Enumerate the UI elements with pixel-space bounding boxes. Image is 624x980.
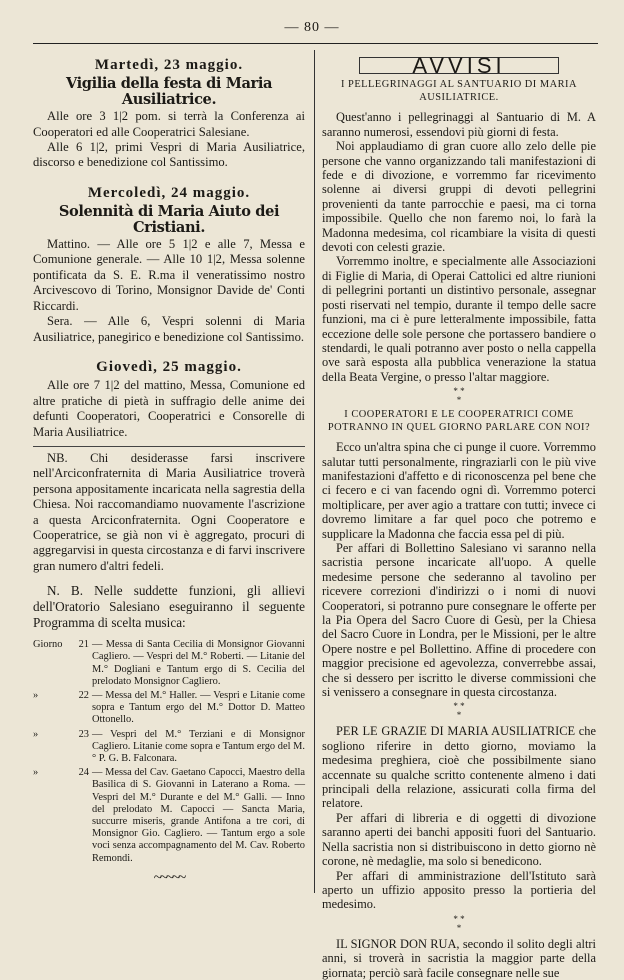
asterism: * * * (453, 386, 465, 406)
section-title-pilgrimages: I PELLEGRINAGGI AL SANTUARIO DI MARIA AUSILIATRICE. (340, 79, 577, 103)
paragraph: Per affari di Bollettino Salesiano vi saranno nella sacristia persone incaricate all'uopo. A quelle medesime persone che sederanno al tavolino per ricevere correzioni d'indirizzi o i nomi di nuovi Cooperatori, si potranno pure consegnare le offerte per la Pia Opera del Sacro Cuore di Gesù, per la Chiesa del Sacro Cuore in Londra, per le Missioni, per le altre Opere nostre e pel Bollettino. Affine di procedere con maggior precisione ed agevolezza, converrebbe assai, che si dessero per iscritto le diverse commissioni che si venissero a consegnare in questa circostanza. (322, 540, 596, 700)
asterism: * * * (453, 701, 465, 721)
paragraph-don-rua: IL SIGNOR DON RUA, secondo il solito degli altri anni, si troverà in sacristia la maggior parte della giornata; perciò sarà facile consegnare nelle sue (322, 936, 596, 980)
date-heading-wednesday: Mercoledì, 24 maggio. (87, 184, 251, 201)
program-number: 21 (78, 639, 89, 651)
paragraph: Mattino. — Alle ore 5 1|2 e alle 7, Messa e Comunione generale. — Alle 10 1|2, Messa solenne pontificata da S. E. R.ma il veneratissimo nostro Arcivescovo di Torino, Monsignor Davide de' Conti Riccardi. (33, 237, 305, 313)
paragraph: Quest'anno i pellegrinaggi al Santuario di M. A saranno numerosi, essendovi più giorni di festa. (322, 110, 596, 139)
paragraph: Ecco un'altra spina che ci punge il cuore. Vorremmo salutar tutti personalmente, ringraziarli con le più vive manifestazioni d'affetto e di riconoscenza pel bene che ci fecero e ci van facendo ogni dì. Vorremmo poterci moltiplicare, per aver agio a trattare con tutti; invece ci dovremo limitare a far quel poco che potremo e supplicare la Madonna che faccia essa pel di più. (322, 440, 596, 541)
program-text: — Vespri del M.° Terziani e di Monsignor Cagliero. Litanie come sopra e Tantum ergo del M.° P. G. B. Falconara. (92, 728, 305, 765)
program-day: Giorno (33, 639, 63, 651)
program-number: 23 (78, 728, 89, 740)
column-separator (314, 50, 315, 893)
paragraph-graces: PER LE GRAZIE DI MARIA AUSILIATRICE che sogliono riferire in detto giorno, moviamo la medesima preghiera, cioè che possibilmente siano accennate su qualche scritto contenente almeno i dati principali della relazione, assicurati colla firma del relatore. (322, 724, 596, 811)
program-text: — Messa di Santa Cecilia di Monsignor Giovanni Cagliero. — Vespri del M.° Roberti. — Litanie del M.° Dogliani e Tantum ergo di S. Cecilia del prelodato Monsignor Cagliero. (92, 639, 305, 687)
program-row (33, 690, 305, 727)
nota-bene-music: N. B. Nelle suddette funzioni, gli allievi dell'Oratorio Salesiano eseguiranno il seguente Programma di scelta musica: (33, 583, 305, 631)
nota-bene-confraternity: NB. Chi desiderasse farsi inscrivere nell'Arciconfraternita di Maria Ausiliatrice troverà persona appositamente incaricata nella sagrestia della Chiesa. Noi raccomandiamo nuovamente l'ascrizione a questa Arciconfraternita. Ogni Cooperatore e Cooperatrice, se già non vi è aggregato, procuri di aggregarvisi in questa circostanza e di farvi inscrivere gran numero d'altri fedeli. (33, 450, 305, 573)
event-title-vigil: Vigilia della festa di Maria Ausiliatrice. (65, 75, 273, 108)
program-day: » (33, 690, 39, 701)
music-program (33, 639, 305, 865)
page-number: — 80 — (284, 20, 340, 35)
paragraph: Alle 6 1|2, primi Vespri di Maria Ausiliatrice, discorso e benedizione col Santissimo. (33, 140, 305, 170)
paragraph: Alle ore 3 1|2 pom. si terrà la Conferenza ai Cooperatori ed alle Cooperatrici Salesiane. (33, 109, 305, 139)
event-title-solemnity: Solennità di Maria Aiuto dei Cristiani. (58, 203, 280, 236)
paragraph: Per affari di libreria e di oggetti di divozione saranno aperti dei banchi appositi fuori del Santuario. Nella sacristia non si distribuiscono in detto giorno nè corone, nè medaglie, ma solo si benedicono. (322, 810, 596, 869)
program-number: 22 (78, 690, 89, 701)
program-row (33, 729, 305, 766)
end-ornament: ~~~~~ (153, 869, 185, 886)
program-day: » (33, 728, 39, 740)
program-row (33, 639, 305, 688)
top-rule (33, 43, 598, 44)
right-column (322, 52, 596, 980)
divider (33, 446, 305, 447)
left-column (33, 52, 305, 886)
date-heading-thursday: Giovedì, 25 maggio. (96, 358, 242, 375)
date-heading-tuesday: Martedì, 23 maggio. (94, 57, 244, 73)
asterism: * * * (453, 913, 465, 933)
section-title-cooperators: I COOPERATORI E LE COOPERATRICI COME POTRANNO IN QUEL GIORNO PARLARE CON NOI? (327, 409, 591, 433)
program-row (33, 767, 305, 865)
paragraph: Alle ore 7 1|2 del mattino, Messa, Comunione ed altre pratiche di pietà in suffragio delle anime dei defunti Cooperatori, Cooperatrici e Consorelle di Maria Ausiliatrice. (33, 378, 305, 439)
paragraph: Sera. — Alle 6, Vespri solenni di Maria Ausiliatrice, panegirico e benedizione col Santissimo. (33, 314, 305, 344)
program-text: — Messa del Cav. Gaetano Capocci, Maestro della Basilica di S. Giovanni in Laterano a Roma. — Vespri del M.° Durante e del M.° Galli. — Inno del prelodato M. Capocci — Sancta Maria, succurre miseris, grande Antifona a tre cori, di Monsignor Gio. Cagliero. — Tantum ergo a sole voci senza accompagnamento del M. Cav. Roberto Remondi. (92, 767, 305, 864)
paragraph: Noi applaudiamo di gran cuore allo zelo delle pie persone che vanno organizzando tali manifestazioni di fede e di divozione, e vorremmo far ricevimento solenne ai diversi gruppi di devoti pellegrini provenienti da tante parrocchie e paesi, ma ci torna impossibile. Quello che non faremo noi, lo farà la Madonna medesima, col ricambiare la visita di questi devoti con celesti grazie. (322, 139, 596, 255)
program-day: » (33, 767, 39, 779)
program-text: — Messa del M.° Haller. — Vespri e Litanie come sopra e Tantum ergo del M.° Dottor D. Matteo Ottonello. (92, 690, 305, 726)
program-number: 24 (78, 767, 89, 779)
avvisi-header: AVVISI (359, 57, 558, 74)
paragraph: Per affari di amministrazione dell'Istituto sarà aperto un uffizio apposito presso la portieria del medesimo. (322, 868, 596, 912)
paragraph: Vorremmo inoltre, e specialmente alle Associazioni di Figlie di Maria, di Operai Cattolici ed altre riunioni di pellegrini portanti un distintivo personale, assegnar posti riservati nel tempio, durante il tempo delle sacre funzioni, ma ci è pure letteralmente impossibile, fatta eccezione delle sole persone che portassero bandiere o stendardi, le quali potranno aver posto o nella cappella ove sarà esposta alla pubblica venerazione la statua della Beata Vergine, o presso l'altar maggiore. (322, 254, 596, 384)
